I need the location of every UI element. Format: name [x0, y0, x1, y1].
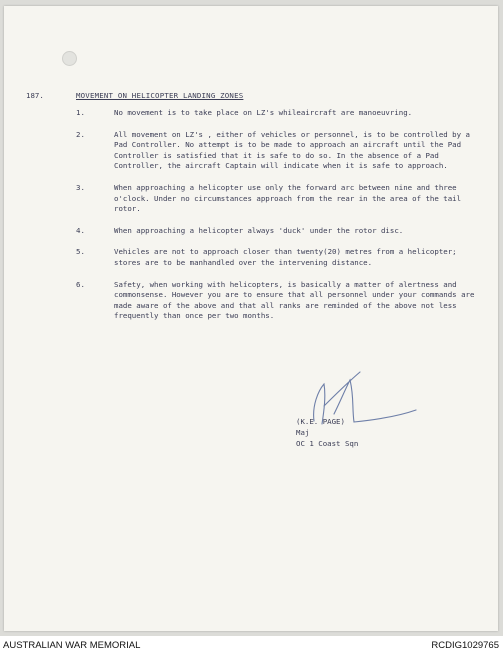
paragraph-number: 1.: [76, 108, 85, 117]
paragraph-text: When approaching a helicopter use only the forward arc between nine and three o'clock. Under no circumstances approach from the rear in the area of the tail rotor.: [114, 182, 462, 214]
paragraph: [76, 247, 476, 268]
reference-number: 187.: [26, 91, 44, 100]
paragraph-number: 2.: [76, 129, 85, 139]
paragraph-number: 5.: [76, 247, 85, 257]
paragraph: [76, 108, 476, 119]
archive-footer: [0, 636, 503, 654]
paragraph: [76, 130, 476, 172]
signatory-name: (K.E. PAGE): [296, 417, 345, 426]
paragraph-list: [76, 108, 476, 333]
paragraph-text: Vehicles are not to approach closer than twenty(20) metres from a helicopter; stores are to be manhandled over the intervening distance.: [114, 247, 457, 267]
paragraph-text: No movement is to take place on LZ's whileaircraft are manoeuvring.: [114, 108, 413, 117]
paragraph-number: 6.: [76, 279, 85, 289]
signatory-rank: Maj: [296, 428, 310, 437]
document-page: [4, 6, 498, 631]
signature-block: [296, 416, 358, 449]
paragraph: [76, 183, 476, 215]
paragraph-number: 4.: [76, 225, 85, 235]
footer-institution: AUSTRALIAN WAR MEMORIAL: [3, 640, 141, 651]
paragraph-text: Safety, when working with helicopters, is basically a matter of alertness and commonsense. However you are to ensure that all personnel under your commands are made aware of the above and that all ranks are reminded of the above not less frequently than once per two months.: [114, 279, 475, 321]
punch-hole: [62, 51, 77, 66]
paragraph-text: When approaching a helicopter always 'duck' under the rotor disc.: [114, 225, 404, 235]
footer-catalogue-id: RCDIG1029765: [431, 640, 499, 651]
paragraph: [76, 280, 476, 322]
paragraph-number: 3.: [76, 182, 85, 192]
paragraph-text: All movement on LZ's , either of vehicles or personnel, is to be controlled by a Pad Controller. No attempt is to be made to approach an aircraft until the Pad Controller is satisfied that it is safe to do so. In the absence of a Pad Controller, the aircraft Captain will indicate when it is safe to approach.: [114, 129, 470, 171]
paragraph: [76, 226, 476, 237]
signatory-unit: OC 1 Coast Sqn: [296, 439, 359, 448]
document-heading: MOVEMENT ON HELICOPTER LANDING ZONES: [76, 91, 244, 100]
